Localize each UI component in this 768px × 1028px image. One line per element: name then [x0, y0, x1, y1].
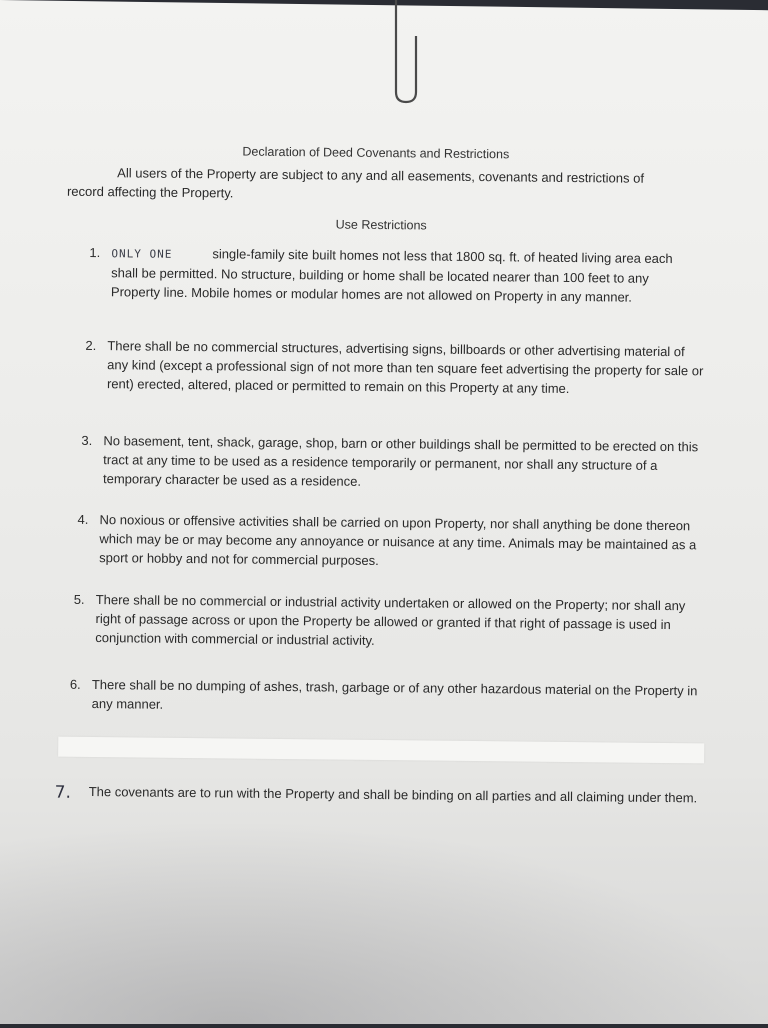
item-number: 4. — [77, 511, 89, 527]
section-heading: Use Restrictions — [335, 217, 427, 233]
intro-paragraph: All users of the Property are subject to any and all easements, covenants and restrictions of record affecting the Property. — [66, 165, 645, 201]
restriction-item-6 — [69, 675, 702, 719]
item-number: 1. — [89, 244, 101, 261]
item-text: No basement, tent, shack, garage, shop, barn or other buildings shall be permitted to be erected on this tract at any time to be used as a residence temporarily or permanent, nor shall any structure of a temporary character be used as a residence. — [102, 433, 699, 489]
item-number: 5. — [73, 591, 85, 607]
restriction-item-4 — [77, 510, 710, 573]
redaction-strip — [58, 737, 704, 764]
item-number: 6. — [69, 676, 81, 692]
item-number: 2. — [85, 337, 97, 354]
item-text: There shall be no commercial structures, advertising signs, billboards or other advertising material of any kind (except a professional sign of not more than ten square feet advertising the property for sale or rent) erected, altered, placed or permitted to remain on this Property at any time. — [106, 338, 704, 396]
restriction-item-5 — [73, 590, 706, 653]
item-number: 3. — [81, 432, 93, 449]
restriction-item-3 — [81, 431, 708, 494]
item-text: There shall be no commercial or industrial activity undertaken or allowed on the Property; nor shall any right of passage across or upon the Property be allowed or granted if that right of passage is used in conjunction with commercial or industrial activity. — [95, 592, 686, 648]
handwritten-insert: ONLY ONE — [111, 247, 173, 261]
item-number: 7. — [54, 782, 72, 803]
item-text: The covenants are to run with the Property and shall be binding on all parties and all claiming under them. — [88, 783, 698, 806]
restriction-item-1 — [89, 243, 690, 307]
restriction-item-7 — [54, 782, 709, 807]
restriction-item-2 — [85, 336, 706, 399]
item-text: single-family site built homes not less that 1800 sq. ft. of heated living area each shall be permitted. No structure, building or home shall be located nearer than 100 feet to any Property line. Mobile homes or modular homes are not allowed on Property in any manner. — [110, 246, 673, 305]
item-text: No noxious or offensive activities shall be carried on upon Property, nor shall anything be done thereon which may be or may become any annoyance or nuisance at any time. Animals may be maintained as a sport or hobby and not for commercial purposes. — [99, 512, 697, 569]
document-title: Declaration of Deed Covenants and Restrictions — [242, 144, 510, 162]
item-text: There shall be no dumping of ashes, trash, garbage or of any other hazardous material on the Property in any manner. — [91, 677, 698, 712]
